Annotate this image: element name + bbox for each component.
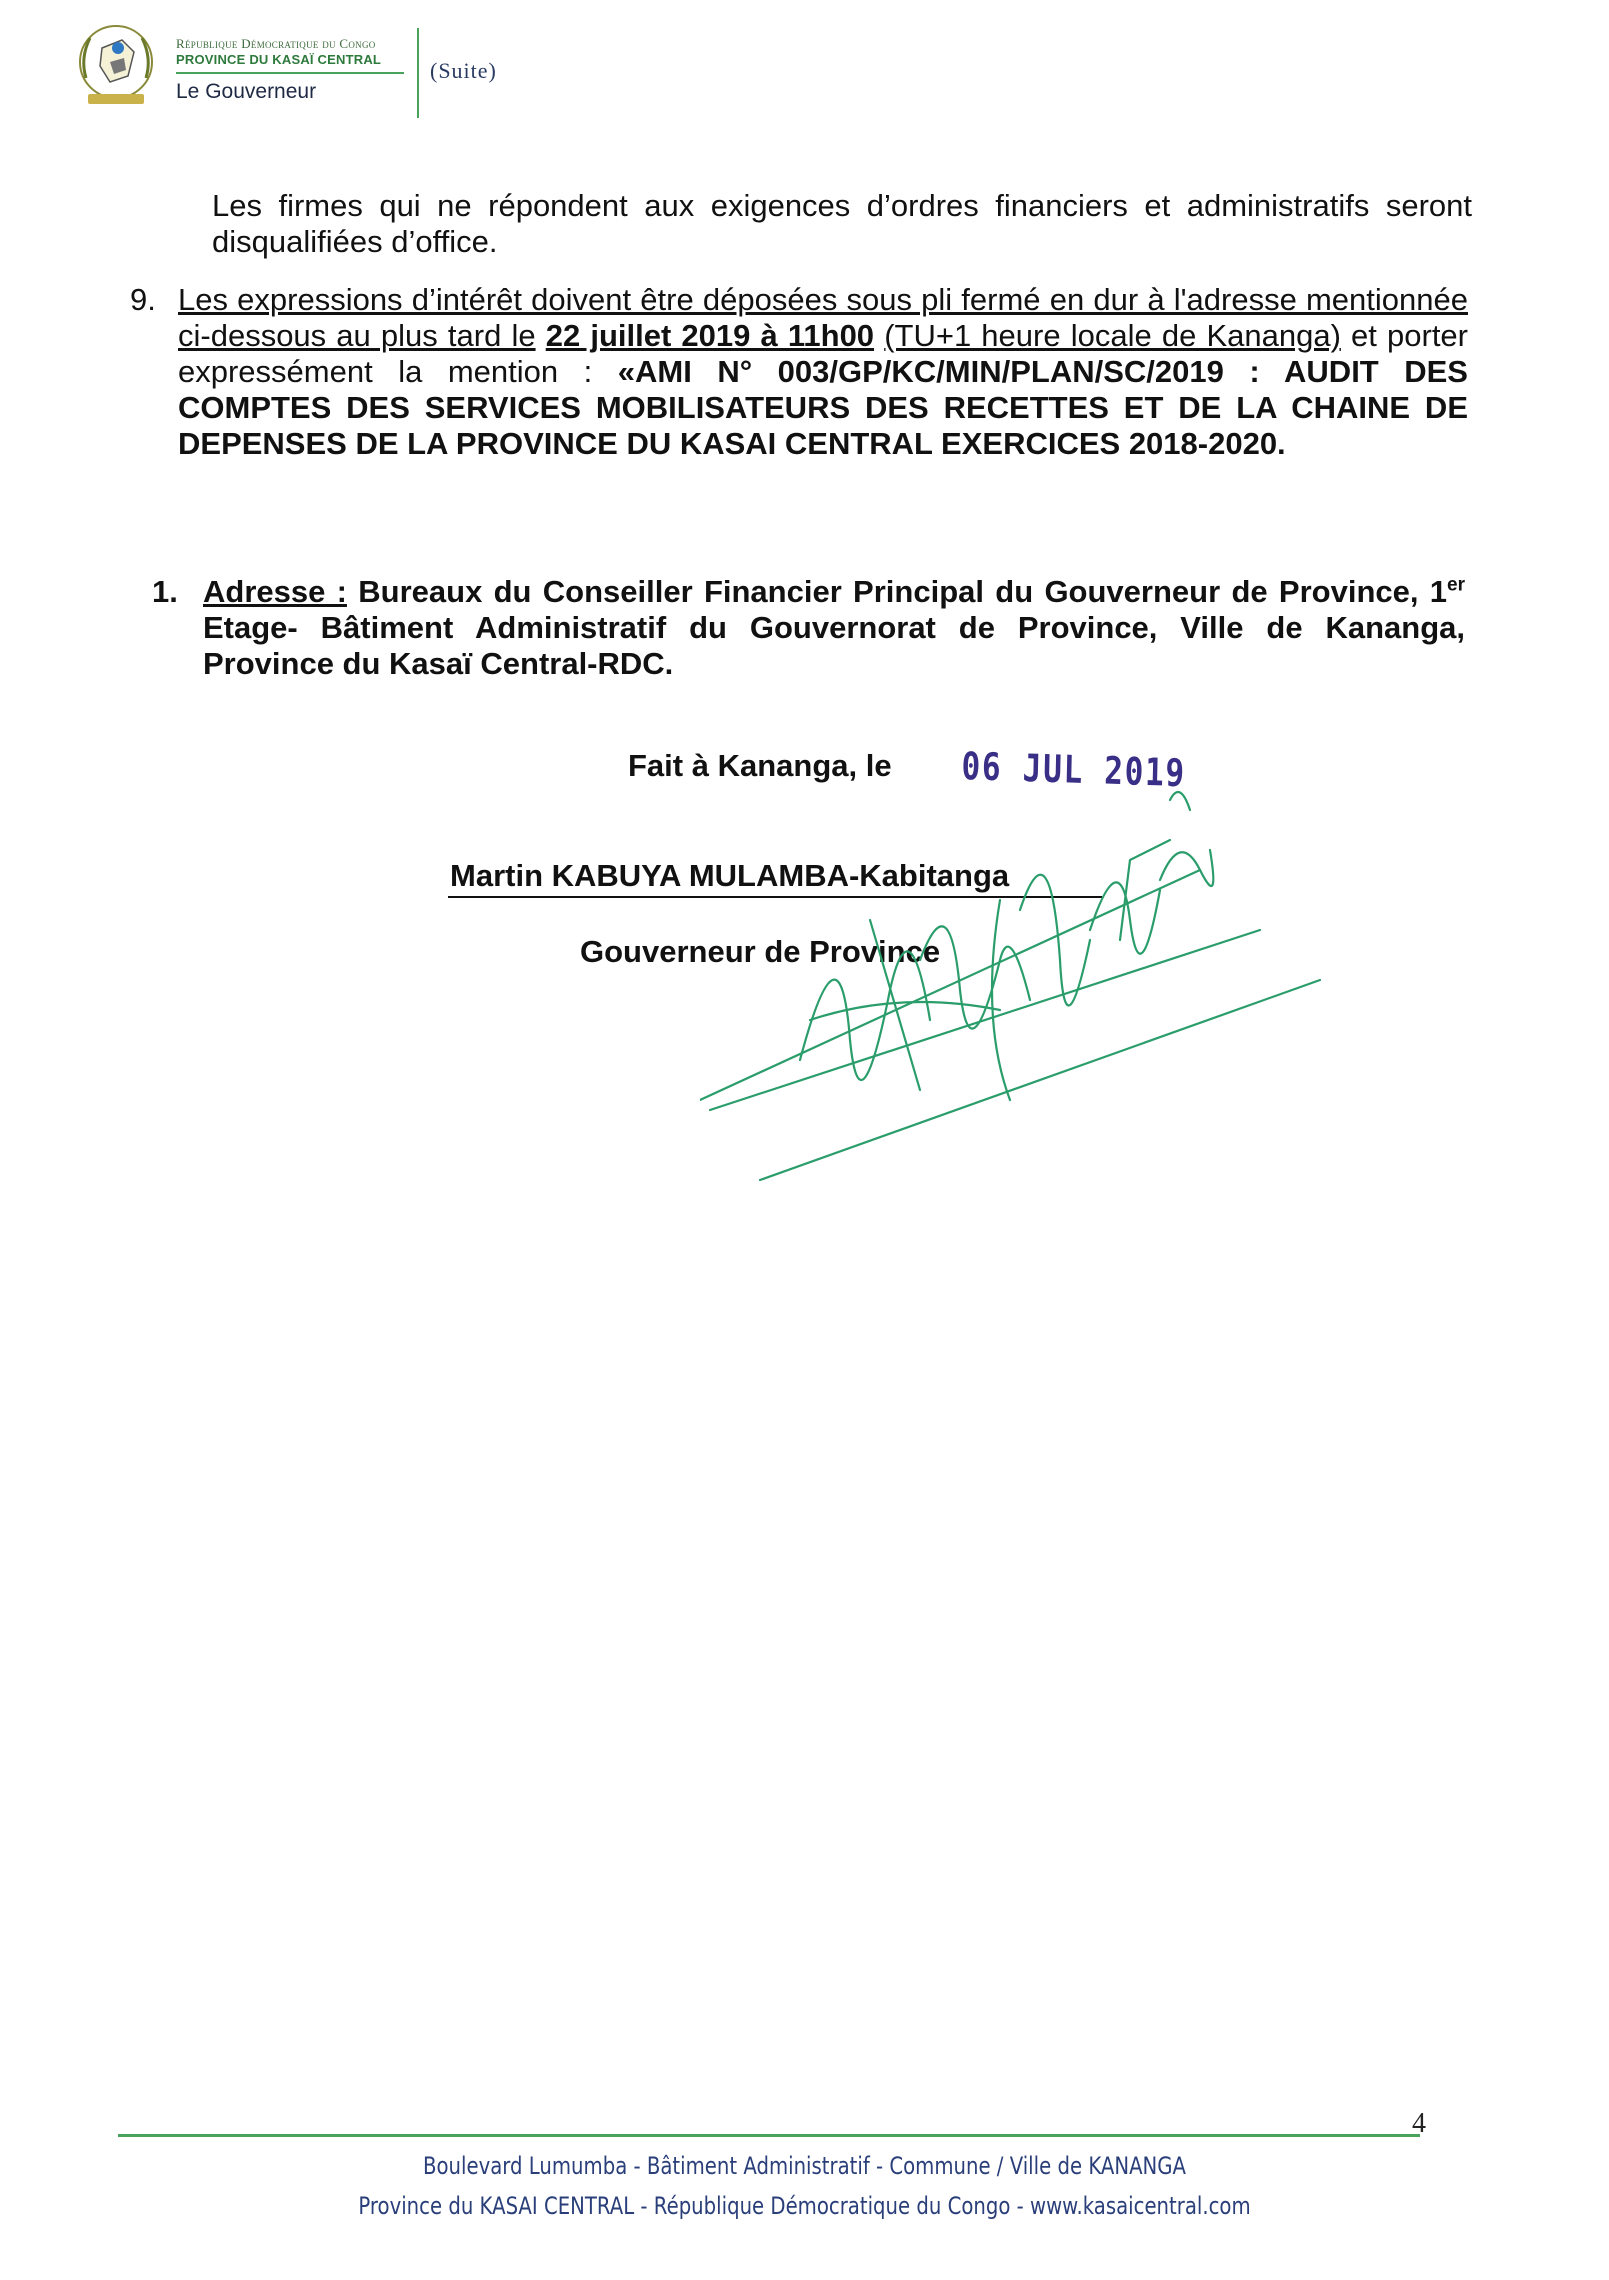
- header-office: Le Gouverneur: [176, 80, 317, 103]
- signer-title: Gouverneur de Province: [580, 934, 941, 969]
- address-text-b: Etage- Bâtiment Administratif du Gouvernorat de Province, Ville de Kananga, Province du Kasaï Central-RDC.: [203, 610, 1465, 681]
- page-number: 4: [1412, 2108, 1426, 2139]
- province-emblem-icon: [74, 18, 158, 114]
- date-stamp: 06 JUL 2019: [961, 744, 1187, 796]
- address-text-a: Bureaux du Conseiller Financier Principal du Gouverneur de Province, 1: [358, 574, 1448, 609]
- address-label: Adresse :: [203, 574, 347, 609]
- item-1-number: 1.: [152, 574, 178, 609]
- header-divider: [417, 28, 419, 118]
- item-9-middle: et porter expressément la mention :: [178, 318, 1468, 389]
- address-paragraph: [203, 574, 1465, 682]
- item-9-paragraph: [178, 282, 1468, 462]
- header-country: République Démocratique du Congo: [176, 36, 376, 51]
- item-9-deadline: 22 juillet 2019 à 11h00: [545, 318, 875, 353]
- handwritten-signature: [700, 760, 1420, 1200]
- item-9-local-time: (TU+1 heure locale de Kananga): [884, 318, 1341, 353]
- footer-address-line: Boulevard Lumumba - Bâtiment Administratif - Commune / Ville de KANANGA: [423, 2152, 1186, 2180]
- address-sup: er: [1447, 574, 1465, 596]
- item-9-underlined-intro: Les expressions d’intérêt doivent être déposées sous pli fermé en dur à l'adresse mentionnée ci-dessous au plus tard le: [178, 282, 1468, 353]
- item-9-mention: «AMI N° 003/GP/KC/MIN/PLAN/SC/2019 : AUDIT DES COMPTES DES SERVICES MOBILISATEURS DES RECETTES ET DE LA CHAINE DE DEPENSES DE LA PROVINCE DU KASAI CENTRAL EXERCICES 2018-2020.: [178, 354, 1468, 461]
- footer-province-line: Province du KASAI CENTRAL - République Démocratique du Congo - www.kasaicentral.com: [358, 2192, 1251, 2220]
- footer-rule: [118, 2134, 1420, 2137]
- header-rule: [176, 72, 404, 74]
- firms-paragraph: Les firmes qui ne répondent aux exigences d’ordres financiers et administratifs seront disqualifiées d’office.: [212, 188, 1472, 259]
- item-9-number: 9.: [130, 282, 156, 317]
- header-province: PROVINCE DU KASAÏ CENTRAL: [176, 52, 382, 67]
- place-and-date-label: Fait à Kananga, le: [628, 748, 892, 783]
- signer-name: Martin KABUYA MULAMBA-Kabitanga: [450, 858, 1010, 893]
- header-suite: (Suite): [430, 58, 497, 83]
